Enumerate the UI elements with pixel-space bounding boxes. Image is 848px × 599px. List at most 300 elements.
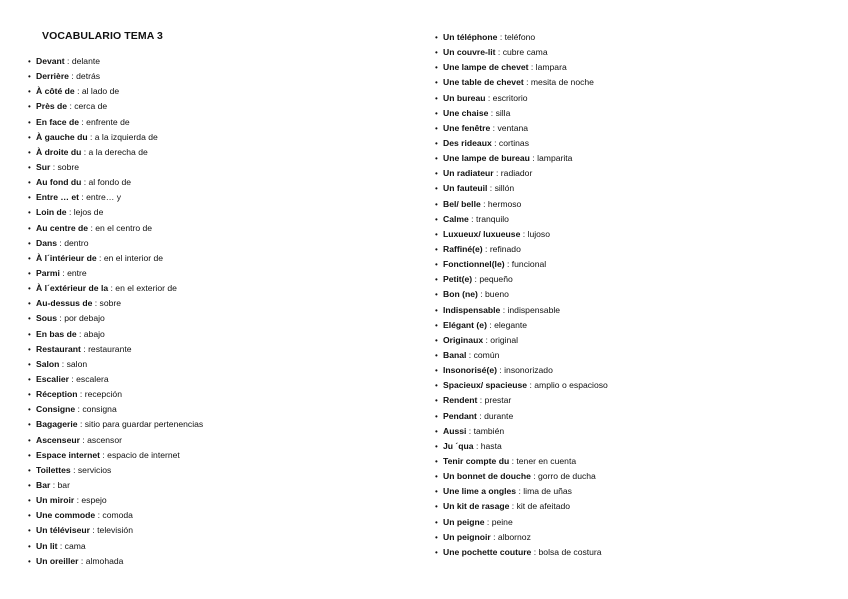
vocabulary-item <box>28 99 203 114</box>
bullet-icon: • <box>435 214 438 224</box>
spanish-translation: lamparita <box>537 153 573 164</box>
spanish-translation: entre… y <box>86 192 122 203</box>
bullet-icon: • <box>435 154 438 164</box>
spanish-translation: a la izquierda de <box>94 131 158 142</box>
french-term: Devant <box>36 56 65 66</box>
bullet-icon: • <box>28 238 31 248</box>
term-separator: : <box>87 131 95 142</box>
vocabulary-item <box>28 372 203 387</box>
vocabulary-item <box>28 402 203 417</box>
bullet-icon: • <box>435 426 438 436</box>
bullet-icon: • <box>28 556 31 566</box>
vocabulary-item <box>28 145 203 160</box>
french-term: Près de <box>36 101 68 112</box>
spanish-translation: tener en cuenta <box>516 455 577 466</box>
french-term: Petit(e) <box>443 274 473 285</box>
french-term: Une table de chevet <box>443 77 524 88</box>
spanish-translation: recepción <box>84 389 122 400</box>
bullet-icon: • <box>28 268 31 278</box>
term-separator: : <box>482 243 490 254</box>
vocabulary-item <box>28 175 203 190</box>
bullet-icon: • <box>28 465 31 475</box>
vocabulary-item <box>435 91 608 106</box>
bullet-icon: • <box>28 541 31 551</box>
bullet-icon: • <box>435 502 438 512</box>
bullet-icon: • <box>435 320 438 330</box>
term-separator: : <box>529 153 538 164</box>
french-term: Un miroir <box>36 495 75 506</box>
term-separator: : <box>516 486 524 497</box>
vocabulary-item <box>28 342 203 357</box>
french-term: Une lime a ongles <box>443 486 517 497</box>
term-separator: : <box>95 510 103 521</box>
french-term: Un bureau <box>443 92 486 103</box>
spanish-translation: original <box>490 334 519 345</box>
term-separator: : <box>81 146 89 157</box>
term-separator: : <box>477 289 486 300</box>
term-separator: : <box>488 107 496 118</box>
french-term: Au-dessus de <box>36 298 93 309</box>
term-separator: : <box>79 116 87 127</box>
bullet-icon: • <box>28 435 31 445</box>
french-term: Fonctionnel(le) <box>443 259 505 270</box>
spanish-translation: cama <box>64 540 86 551</box>
french-term: Un kit de rasage <box>443 501 510 512</box>
vocabulary-item <box>435 272 608 287</box>
term-separator: : <box>530 471 539 482</box>
french-term: Espace internet <box>36 449 100 460</box>
vocabulary-item <box>28 205 203 220</box>
vocabulary-item <box>435 181 608 196</box>
vocabulary-item <box>435 136 608 151</box>
term-separator: : <box>57 540 65 551</box>
spanish-translation: sobre <box>57 161 79 172</box>
french-term: Au fond du <box>36 177 82 188</box>
french-term: En face de <box>36 116 79 127</box>
spanish-translation: espejo <box>81 495 107 506</box>
term-separator: : <box>108 283 116 294</box>
vocabulary-item <box>28 251 203 266</box>
vocabulary-item <box>28 190 203 205</box>
term-separator: : <box>64 56 72 66</box>
term-separator: : <box>504 259 512 270</box>
vocabulary-item <box>435 409 608 424</box>
spanish-translation: sitio para guardar pertenencias <box>84 419 204 430</box>
spanish-translation: bueno <box>485 289 509 300</box>
french-term: Un oreiller <box>36 555 79 566</box>
spanish-translation: escritorio <box>492 92 528 103</box>
spanish-translation: consigna <box>82 404 117 415</box>
bullet-icon: • <box>28 117 31 127</box>
bullet-icon: • <box>435 123 438 133</box>
bullet-icon: • <box>435 48 438 58</box>
term-separator: : <box>57 313 65 324</box>
term-separator: : <box>483 334 491 345</box>
vocabulary-item <box>28 266 203 281</box>
french-term: Une pochette couture <box>443 546 532 557</box>
bullet-icon: • <box>435 108 438 118</box>
vocabulary-item <box>28 478 203 493</box>
term-separator: : <box>490 531 498 542</box>
term-separator: : <box>59 358 67 369</box>
spanish-translation: funcional <box>511 259 547 270</box>
french-term: Aussi <box>443 425 467 436</box>
bullet-icon: • <box>435 381 438 391</box>
bullet-icon: • <box>28 420 31 430</box>
term-separator: : <box>473 440 481 451</box>
spanish-translation: cerca de <box>74 101 108 112</box>
vocabulary-item <box>28 221 203 236</box>
term-separator: : <box>485 92 493 103</box>
term-separator: : <box>75 404 83 415</box>
french-term: Entre … et <box>36 192 79 203</box>
french-term: Luxueux/ luxueuse <box>443 228 521 239</box>
spanish-translation: lujoso <box>527 228 551 239</box>
french-term: À l´intérieur de <box>36 252 97 263</box>
vocabulary-item <box>28 130 203 145</box>
bullet-icon: • <box>28 480 31 490</box>
term-separator: : <box>70 464 78 475</box>
french-term: Un peignoir <box>443 531 491 542</box>
vocabulary-item <box>435 545 608 560</box>
bullet-icon: • <box>435 411 438 421</box>
vocabulary-item <box>435 484 608 499</box>
bullet-icon: • <box>28 496 31 506</box>
spanish-translation: detrás <box>76 71 101 82</box>
vocabulary-item <box>435 499 608 514</box>
bullet-icon: • <box>435 366 438 376</box>
spanish-translation: lejos de <box>73 207 104 218</box>
french-term: Indispensable <box>443 304 501 315</box>
bullet-icon: • <box>28 102 31 112</box>
vocabulary-item <box>28 311 203 326</box>
term-separator: : <box>81 177 89 188</box>
french-term: Bel/ belle <box>443 198 481 209</box>
bullet-icon: • <box>28 87 31 97</box>
vocabulary-item <box>435 151 608 166</box>
term-separator: : <box>78 192 87 203</box>
spanish-translation: prestar <box>484 395 512 406</box>
spanish-translation: hermoso <box>487 198 522 209</box>
term-separator: : <box>493 168 501 179</box>
bullet-icon: • <box>28 329 31 339</box>
vocabulary-item <box>28 281 203 296</box>
spanish-translation: mesita de noche <box>530 77 594 88</box>
french-term: Un radiateur <box>443 168 494 179</box>
bullet-icon: • <box>435 335 438 345</box>
bullet-icon: • <box>435 169 438 179</box>
term-separator: : <box>68 71 77 82</box>
spanish-translation: insonorizado <box>504 365 553 376</box>
bullet-icon: • <box>28 390 31 400</box>
bullet-icon: • <box>28 193 31 203</box>
vocabulary-item <box>28 417 203 432</box>
bullet-icon: • <box>435 290 438 300</box>
term-separator: : <box>88 222 96 233</box>
term-separator: : <box>466 425 474 436</box>
vocabulary-item <box>28 387 203 402</box>
french-term: Ascenseur <box>36 434 80 445</box>
vocabulary-item <box>28 448 203 463</box>
bullet-icon: • <box>28 253 31 263</box>
vocabulary-item <box>435 287 608 302</box>
french-term: Elégant (e) <box>443 319 487 330</box>
french-term: Une chaise <box>443 107 489 118</box>
spanish-translation: refinado <box>489 243 521 254</box>
term-separator: : <box>509 501 517 512</box>
bullet-icon: • <box>435 93 438 103</box>
vocabulary-item <box>435 60 608 75</box>
spanish-translation: cubre cama <box>502 47 548 58</box>
spanish-translation: radiador <box>500 168 533 179</box>
spanish-translation: en el exterior de <box>115 283 177 294</box>
vocabulary-item <box>435 45 608 60</box>
spanish-translation: entre <box>67 267 87 278</box>
vocabulary-item <box>435 530 608 545</box>
vocabulary-item <box>435 212 608 227</box>
french-term: Bar <box>36 479 51 490</box>
french-term: Une lampe de bureau <box>443 153 530 164</box>
term-separator: : <box>531 546 539 557</box>
french-term: Bon (ne) <box>443 289 478 300</box>
spanish-translation: en el centro de <box>95 222 153 233</box>
vocabulary-item <box>28 357 203 372</box>
bullet-icon: • <box>435 517 438 527</box>
french-term: Rendent <box>443 395 478 406</box>
bullet-icon: • <box>28 450 31 460</box>
term-separator: : <box>76 328 84 339</box>
term-separator: : <box>89 525 98 536</box>
vocabulary-item <box>435 439 608 454</box>
vocabulary-item <box>435 424 608 439</box>
vocabulary-item <box>435 363 608 378</box>
vocabulary-item <box>28 115 203 130</box>
vocabulary-item <box>28 84 203 99</box>
spanish-translation: ascensor <box>87 434 122 445</box>
spanish-translation: silla <box>495 107 511 118</box>
french-term: À côté de <box>36 86 75 97</box>
spanish-translation: pequeño <box>479 274 513 285</box>
french-term: Un fauteuil <box>443 183 488 194</box>
french-term: Un bonnet de douche <box>443 471 531 482</box>
french-term: À l´extérieur de la <box>36 283 109 294</box>
term-separator: : <box>68 373 77 384</box>
spanish-translation: lima de uñas <box>523 486 572 497</box>
spanish-translation: amplio o espacioso <box>534 380 608 391</box>
term-separator: : <box>472 274 480 285</box>
spanish-translation: dentro <box>64 237 89 248</box>
french-term: Raffiné(e) <box>443 243 483 254</box>
french-term: Des rideaux <box>443 137 492 148</box>
spanish-translation: ventana <box>497 122 529 133</box>
vocabulary-item <box>435 121 608 136</box>
spanish-translation: gorro de ducha <box>538 471 596 482</box>
french-term: Un lit <box>36 540 58 551</box>
bullet-icon: • <box>435 199 438 209</box>
term-separator: : <box>497 32 505 42</box>
vocabulary-item <box>28 493 203 508</box>
bullet-icon: • <box>28 405 31 415</box>
vocabulary-item <box>435 469 608 484</box>
term-separator: : <box>490 122 498 133</box>
spanish-translation: también <box>473 425 505 436</box>
french-term: Une lampe de chevet <box>443 62 529 73</box>
vocabulary-item <box>435 515 608 530</box>
spanish-translation: indispensable <box>507 304 561 315</box>
term-separator: : <box>57 237 65 248</box>
french-term: Restaurant <box>36 343 81 354</box>
term-separator: : <box>50 479 58 490</box>
term-separator: : <box>480 198 488 209</box>
spanish-translation: comoda <box>102 510 133 521</box>
spanish-translation: elegante <box>494 319 528 330</box>
term-separator: : <box>59 267 68 278</box>
term-separator: : <box>491 137 499 148</box>
bullet-icon: • <box>435 33 438 42</box>
term-separator: : <box>100 449 108 460</box>
spanish-translation: al fondo de <box>88 177 132 188</box>
bullet-icon: • <box>435 78 438 88</box>
vocabulary-item <box>435 348 608 363</box>
bullet-icon: • <box>435 487 438 497</box>
term-separator: : <box>80 343 89 354</box>
term-separator: : <box>477 395 485 406</box>
term-separator: : <box>468 213 476 224</box>
spanish-translation: almohada <box>85 555 124 566</box>
french-term: Un peigne <box>443 516 485 527</box>
bullet-icon: • <box>435 547 438 557</box>
french-term: Parmi <box>36 267 60 278</box>
bullet-icon: • <box>28 72 31 82</box>
bullet-icon: • <box>28 511 31 521</box>
bullet-icon: • <box>28 147 31 157</box>
vocabulary-item <box>28 54 203 69</box>
bullet-icon: • <box>28 132 31 142</box>
term-separator: : <box>509 455 517 466</box>
vocabulary-item <box>435 257 608 272</box>
bullet-icon: • <box>435 305 438 315</box>
french-term: Salon <box>36 358 60 369</box>
french-term: Derrière <box>36 71 69 82</box>
spanish-translation: kit de afeitado <box>516 501 571 512</box>
term-separator: : <box>487 183 495 194</box>
term-separator: : <box>476 410 485 421</box>
bullet-icon: • <box>28 344 31 354</box>
spanish-translation: durante <box>484 410 514 421</box>
spanish-translation: servicios <box>77 464 112 475</box>
vocabulary-item <box>435 166 608 181</box>
french-term: Originaux <box>443 334 484 345</box>
bullet-icon: • <box>435 396 438 406</box>
french-term: Insonorisé(e) <box>443 365 497 376</box>
term-separator: : <box>79 434 88 445</box>
spanish-translation: salon <box>66 358 88 369</box>
term-separator: : <box>92 298 100 309</box>
vocabulary-item <box>435 303 608 318</box>
bullet-icon: • <box>435 441 438 451</box>
french-term: Dans <box>36 237 58 248</box>
vocabulary-item <box>28 463 203 478</box>
bullet-icon: • <box>28 223 31 233</box>
spanish-translation: restaurante <box>88 343 132 354</box>
french-term: Une fenêtre <box>443 122 491 133</box>
bullet-icon: • <box>435 138 438 148</box>
bullet-icon: • <box>28 374 31 384</box>
bullet-icon: • <box>435 184 438 194</box>
french-term: Tenir compte du <box>443 455 510 466</box>
spanish-translation: delante <box>71 56 101 66</box>
bullet-icon: • <box>28 162 31 172</box>
spanish-translation: televisión <box>97 525 133 536</box>
bullet-icon: • <box>435 350 438 360</box>
term-separator: : <box>520 228 528 239</box>
vocabulary-item <box>28 160 203 175</box>
vocabulary-item <box>28 554 203 569</box>
bullet-icon: • <box>435 472 438 482</box>
spanish-translation: hasta <box>480 440 502 451</box>
french-term: Consigne <box>36 404 76 415</box>
spanish-translation: por debajo <box>64 313 105 324</box>
bullet-icon: • <box>28 178 31 188</box>
term-separator: : <box>78 555 86 566</box>
french-term: Loin de <box>36 207 67 218</box>
bullet-icon: • <box>435 532 438 542</box>
vocabulary-item <box>435 75 608 90</box>
bullet-icon: • <box>28 299 31 309</box>
bullet-icon: • <box>28 57 31 66</box>
french-term: Un téléviseur <box>36 525 90 536</box>
french-term: Spacieux/ spacieuse <box>443 380 528 391</box>
bullet-icon: • <box>435 63 438 73</box>
french-term: Escalier <box>36 373 69 384</box>
french-term: Bagagerie <box>36 419 78 430</box>
spanish-translation: peine <box>491 516 513 527</box>
french-term: Calme <box>443 213 469 224</box>
french-term: Toilettes <box>36 464 71 475</box>
vocabulary-item <box>28 296 203 311</box>
spanish-translation: sobre <box>99 298 122 309</box>
bullet-icon: • <box>435 456 438 466</box>
french-term: Un couvre-lit <box>443 47 496 58</box>
vocabulary-item <box>28 327 203 342</box>
spanish-translation: bolsa de costura <box>538 546 602 557</box>
term-separator: : <box>74 86 82 97</box>
french-term: Ju ´qua <box>443 440 474 451</box>
spanish-translation: albornoz <box>497 531 531 542</box>
bullet-icon: • <box>28 208 31 218</box>
bullet-icon: • <box>28 526 31 536</box>
term-separator: : <box>67 101 75 112</box>
spanish-translation: abajo <box>83 328 105 339</box>
bullet-icon: • <box>435 229 438 239</box>
vocabulary-item <box>28 539 203 554</box>
french-term: Sous <box>36 313 58 324</box>
spanish-translation: en el interior de <box>103 252 164 263</box>
spanish-translation: lampara <box>535 62 567 73</box>
vocabulary-item <box>435 227 608 242</box>
vocabulary-item <box>435 318 608 333</box>
french-term: Réception <box>36 389 78 400</box>
bullet-icon: • <box>28 359 31 369</box>
term-separator: : <box>96 252 104 263</box>
french-term: À gauche du <box>36 131 88 142</box>
document-title: VOCABULARIO TEMA 3 <box>42 30 163 42</box>
spanish-translation: a la derecha de <box>88 146 148 157</box>
french-term: Banal <box>443 349 467 360</box>
bullet-icon: • <box>28 314 31 324</box>
french-term: Pendant <box>443 410 477 421</box>
vocabulary-item <box>435 333 608 348</box>
